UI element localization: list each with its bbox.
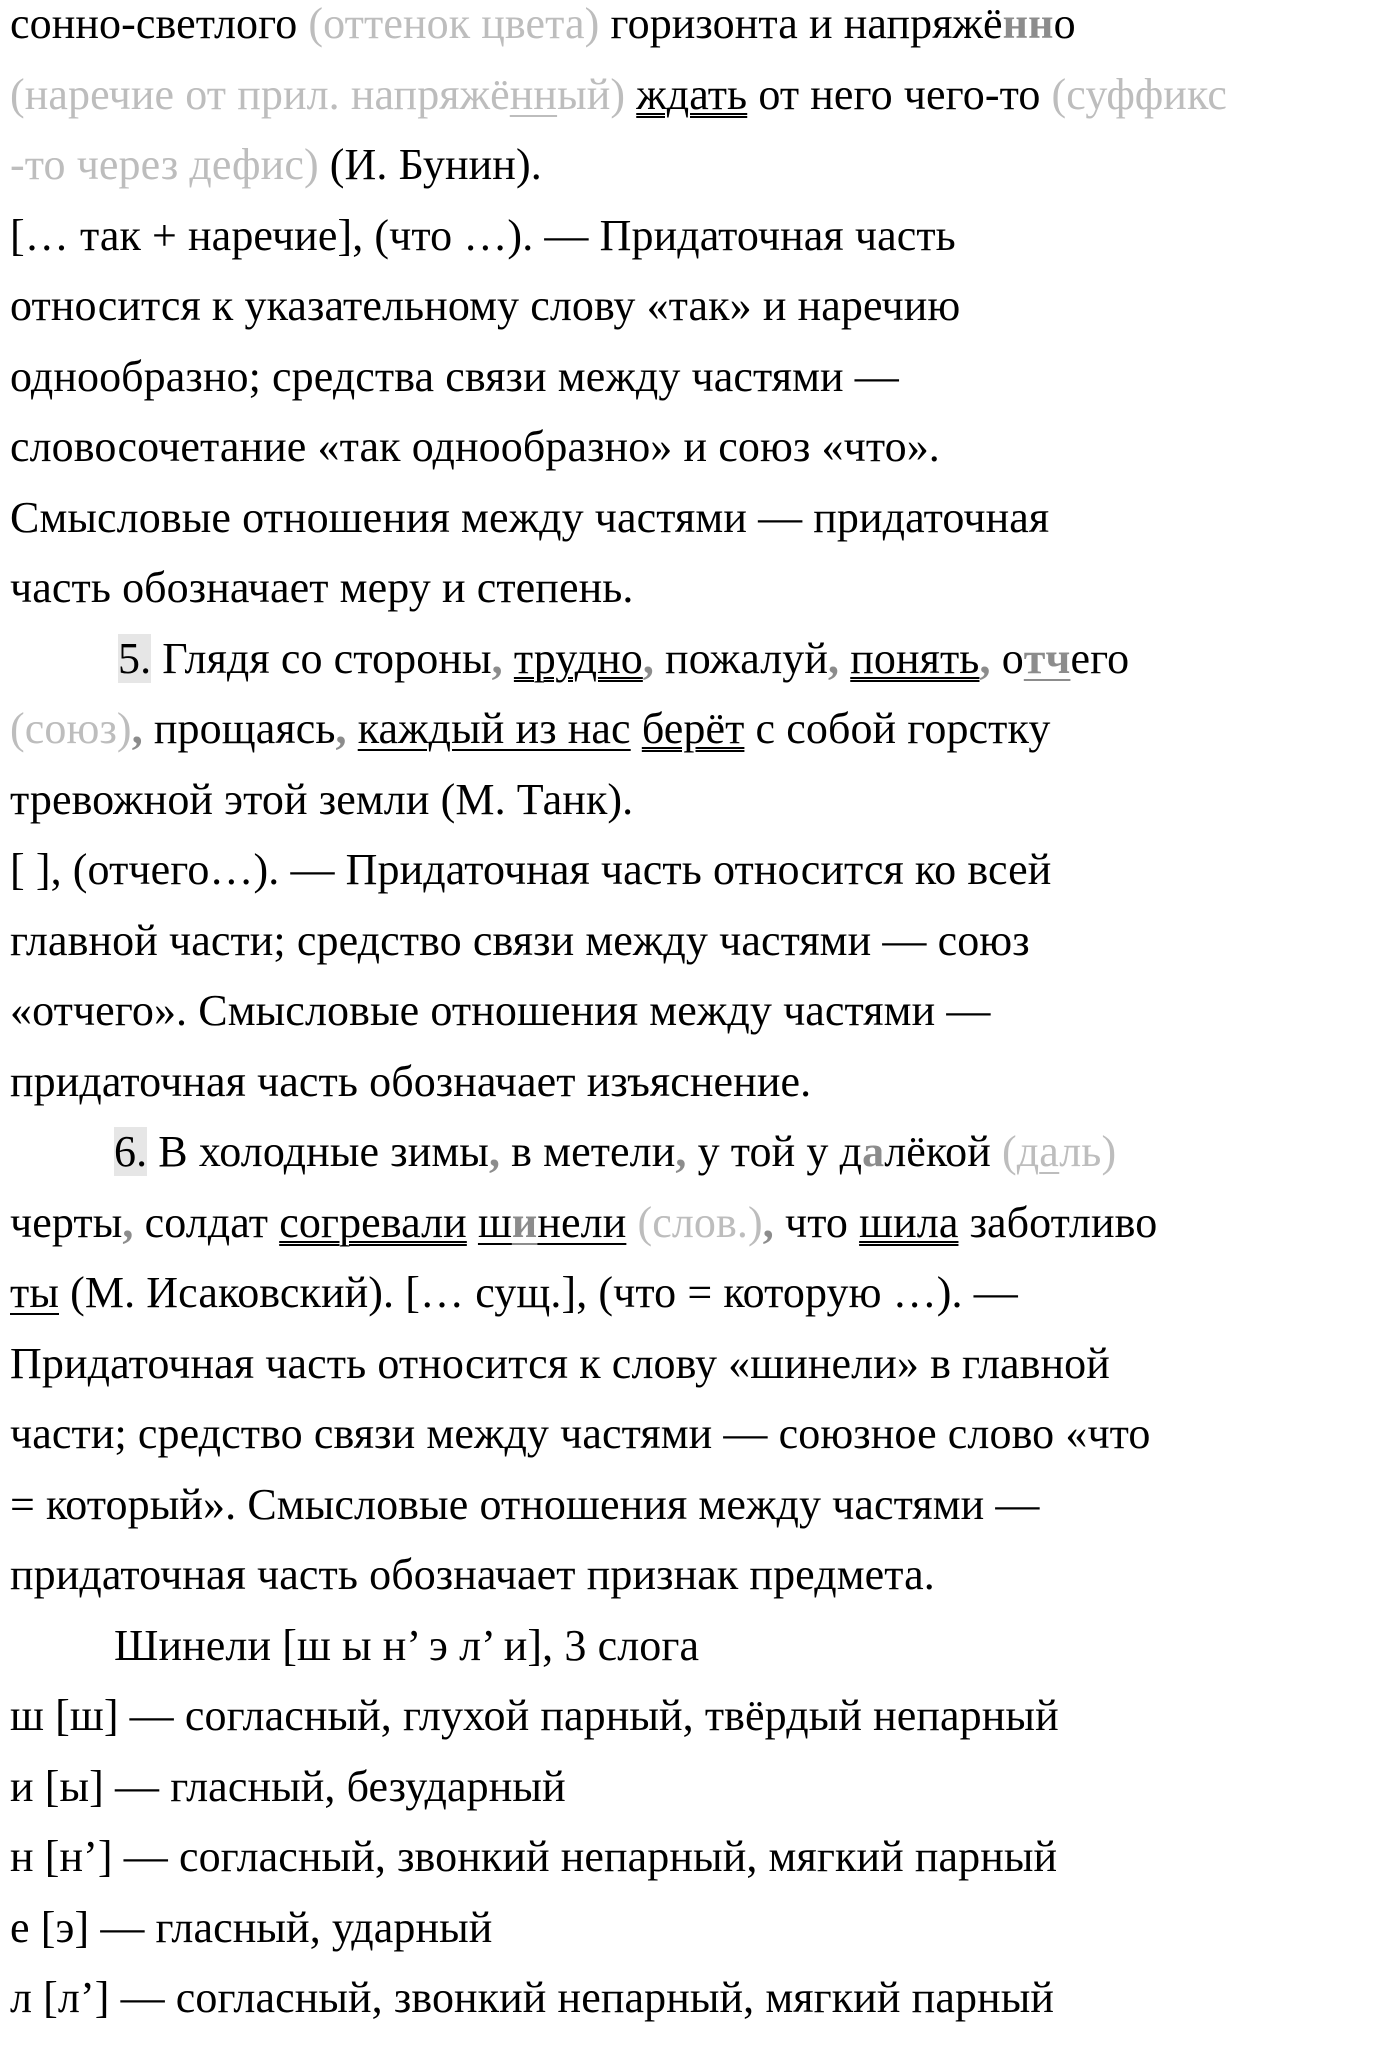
text-line xyxy=(10,141,1400,212)
text-segment: нели xyxy=(537,1197,627,1247)
text-line xyxy=(10,71,1400,142)
text-segment: (суффикс xyxy=(1051,69,1227,119)
text-line xyxy=(10,635,1400,706)
text-segment: нн xyxy=(1002,0,1054,48)
text-line xyxy=(10,1833,1400,1904)
text-segment: о xyxy=(990,633,1024,683)
text-segment: , xyxy=(131,704,143,753)
text-segment: у той у д xyxy=(686,1127,863,1176)
text-segment: , xyxy=(488,1127,501,1176)
text-segment: , xyxy=(122,1197,134,1247)
text-line xyxy=(10,1058,1400,1129)
text-segment: 5. xyxy=(118,633,152,683)
text-segment: и [ы] — гласный, безударный xyxy=(10,1761,566,1811)
text-segment: (наречие от прил. напряжё xyxy=(10,69,510,119)
text-segment: солдат xyxy=(133,1197,280,1247)
text-segment: н [н’] — согласный, звонкий непарный, мягкий парный xyxy=(10,1832,1058,1881)
text-line xyxy=(10,776,1400,847)
text-segment: ш [ш] — согласный, глухой парный, твёрдый непарный xyxy=(10,1691,1059,1740)
text-segment xyxy=(467,1198,478,1247)
text-segment xyxy=(347,704,358,753)
text-segment: от него чего-то xyxy=(747,69,1052,119)
text-segment: главной части; средство связи между частями — союз xyxy=(10,915,1030,965)
text-segment: с собой горстку xyxy=(744,704,1051,753)
text-line xyxy=(10,846,1400,917)
text-line xyxy=(10,1904,1400,1975)
text-segment: придаточная часть обозначает изъяснение. xyxy=(10,1056,812,1106)
text-line xyxy=(10,282,1400,353)
text-line xyxy=(10,987,1400,1058)
text-segment: «отчего». Смысловые отношения между частями — xyxy=(10,986,991,1035)
text-segment: его xyxy=(1070,633,1130,683)
text-segment: тч xyxy=(1023,633,1071,683)
text-segment xyxy=(625,70,636,119)
text-segment: (д xyxy=(1001,1127,1040,1176)
text-segment: трудно xyxy=(513,633,643,683)
text-segment: и xyxy=(511,1197,538,1247)
text-line xyxy=(10,1340,1400,1411)
text-segment: часть обозначает меру и степень. xyxy=(10,563,634,612)
text-segment: , xyxy=(762,1197,774,1247)
text-line xyxy=(10,1763,1400,1834)
text-line xyxy=(10,1551,1400,1622)
text-line xyxy=(10,1481,1400,1552)
text-segment: , xyxy=(491,633,503,683)
text-segment: нн xyxy=(509,69,558,119)
text-segment: [ ], (отчего…). — Придаточная часть относится ко всей xyxy=(10,845,1052,894)
text-segment: (И. Бунин). xyxy=(318,140,542,189)
text-line xyxy=(10,917,1400,988)
text-segment: ль) xyxy=(1059,1127,1117,1176)
text-segment: ый) xyxy=(557,69,626,119)
text-segment: черты xyxy=(10,1197,123,1247)
text-segment: (оттенок цвета) xyxy=(308,0,600,48)
text-line xyxy=(10,1622,1400,1693)
text-segment: прощаясь xyxy=(142,704,336,753)
text-segment: ш xyxy=(477,1197,512,1247)
text-line xyxy=(10,0,1400,71)
text-segment: , xyxy=(675,1127,687,1176)
text-segment: л [л’] — согласный, звонкий непарный, мягкий парный xyxy=(10,1973,1054,2022)
text-segment: согревали xyxy=(279,1197,467,1247)
text-segment: (слов.) xyxy=(637,1197,763,1247)
text-segment: шила xyxy=(859,1197,959,1247)
text-segment: (М. Исаковский). [… сущ.], (что = которую …). — xyxy=(59,1268,1018,1317)
text-segment: , xyxy=(828,633,840,683)
text-segment: ждать xyxy=(636,69,748,119)
text-line xyxy=(10,705,1400,776)
text-segment: е [э] — гласный, ударный xyxy=(10,1902,493,1952)
text-segment: в метели xyxy=(500,1127,676,1176)
text-segment: В холодные зимы xyxy=(147,1127,489,1176)
text-segment: Шинели [ш ы н’ э л’ и], 3 слога xyxy=(114,1620,700,1670)
text-segment: словосочетание «так однообразно» и союз «что». xyxy=(10,422,940,471)
text-segment xyxy=(626,1198,637,1247)
text-segment: , xyxy=(335,704,347,753)
text-segment: части; средство связи между частями — союзное слово «что xyxy=(10,1409,1151,1458)
text-segment: а xyxy=(1039,1127,1060,1176)
text-segment xyxy=(631,704,642,753)
text-segment: что xyxy=(773,1197,860,1247)
text-line xyxy=(10,494,1400,565)
text-line xyxy=(10,423,1400,494)
text-line xyxy=(10,353,1400,424)
text-line xyxy=(10,1410,1400,1481)
text-segment xyxy=(503,634,514,683)
text-line xyxy=(10,1974,1400,2045)
text-segment: понять xyxy=(850,633,980,683)
text-segment: лёкой xyxy=(884,1127,1002,1176)
text-segment xyxy=(839,634,850,683)
text-segment: горизонта и напряжё xyxy=(599,0,1003,48)
text-segment: а xyxy=(862,1127,885,1176)
text-segment: , xyxy=(642,633,654,683)
text-segment: [… так + наречие], (что …). — Придаточная часть xyxy=(10,210,956,260)
text-segment: Придаточная часть относится к слову «шинели» в главной xyxy=(10,1338,1110,1388)
text-line xyxy=(10,1692,1400,1763)
text-line xyxy=(10,1269,1400,1340)
text-line xyxy=(10,212,1400,283)
text-segment: Глядя со стороны xyxy=(151,633,492,683)
text-line xyxy=(10,1128,1400,1199)
text-segment: относится к указательному слову «так» и наречию xyxy=(10,281,961,330)
text-line xyxy=(10,1199,1400,1270)
text-segment: пожалуй xyxy=(653,633,829,683)
text-segment: каждый из нас xyxy=(357,704,631,753)
text-segment: ты xyxy=(10,1268,59,1317)
text-segment: придаточная часть обозначает признак предмета. xyxy=(10,1550,935,1599)
text-segment: , xyxy=(979,633,991,683)
text-segment: = который». Смысловые отношения между частями — xyxy=(10,1479,1040,1529)
text-segment: (союз) xyxy=(10,704,132,753)
text-segment: Смысловые отношения между частями — придаточная xyxy=(10,492,1050,542)
text-segment: однообразно; средства связи между частями — xyxy=(10,351,899,401)
text-segment: о xyxy=(1053,0,1076,48)
text-segment: заботливо xyxy=(958,1197,1158,1247)
text-segment: тревожной этой земли (М. Танк). xyxy=(10,774,634,824)
text-segment: сонно-светлого xyxy=(10,0,309,48)
text-segment: берёт xyxy=(641,704,745,753)
text-segment: 6. xyxy=(114,1127,148,1176)
text-line xyxy=(10,564,1400,635)
text-segment: -то через дефис) xyxy=(10,140,319,189)
